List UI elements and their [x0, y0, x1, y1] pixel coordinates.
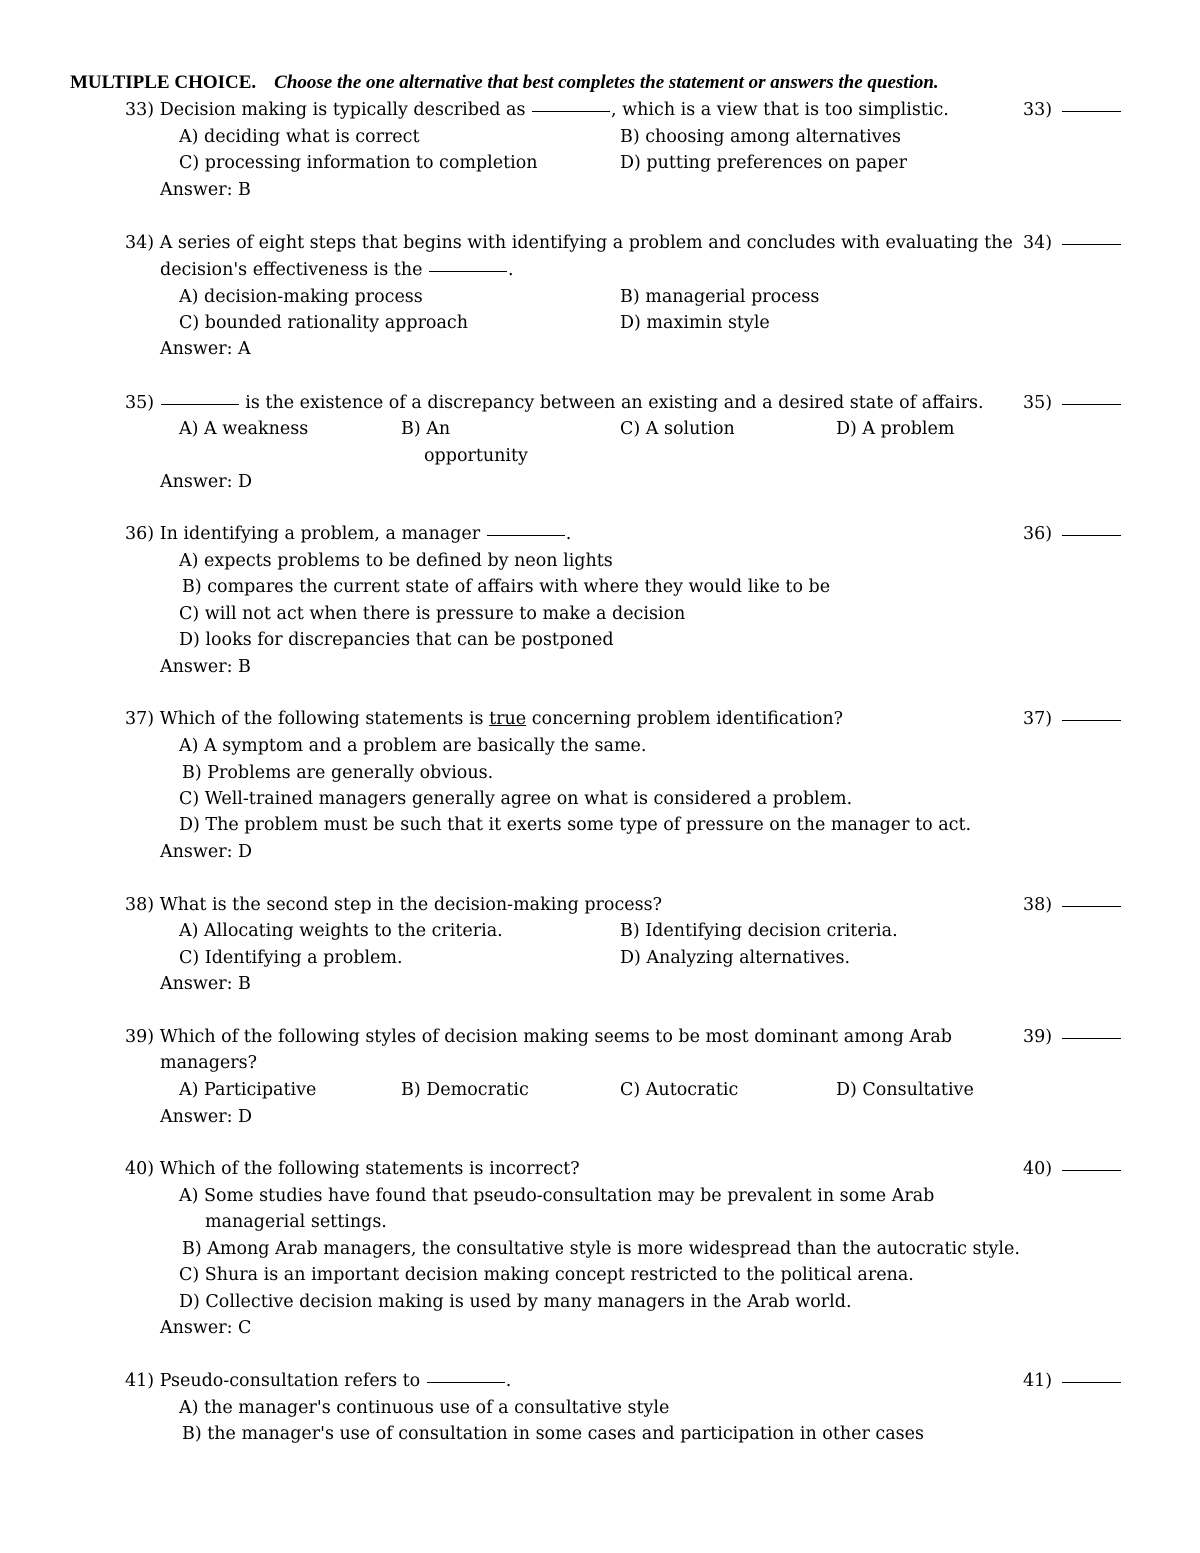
- question-stem: 37) Which of the following statements is true concerning problem identification?: [125, 709, 843, 729]
- option-b: B) An: [401, 419, 451, 439]
- answer-slot: 36): [1023, 522, 1121, 546]
- option-c: C) Shura is an important decision making concept restricted to the political arena.: [179, 1265, 914, 1285]
- option-b: B) Problems are generally obvious.: [182, 763, 494, 783]
- answer-blank: [1062, 404, 1121, 405]
- option-a: A) A weakness: [179, 419, 309, 439]
- fill-blank: [427, 1382, 505, 1383]
- option-a: A) A symptom and a problem are basically the same.: [179, 736, 647, 756]
- option-d: D) maximin style: [620, 313, 770, 333]
- option-c: C) will not act when there is pressure to make a decision: [179, 604, 686, 624]
- answer-blank: [1062, 1038, 1121, 1039]
- answer-blank: [1062, 535, 1121, 536]
- question-stem: 35) is the existence of a discrepancy between an existing and a desired state of affairs.: [125, 393, 984, 413]
- answer-slot: 41): [1023, 1369, 1121, 1393]
- option-d: D) The problem must be such that it exerts some type of pressure on the manager to act.: [179, 815, 972, 835]
- option-b: B) choosing among alternatives: [620, 127, 901, 147]
- answer-key: Answer: B: [160, 974, 251, 994]
- question-stem-cont: decision's effectiveness is the .: [160, 260, 514, 280]
- section-instruction: Choose the one alternative that best completes the statement or answers the question.: [274, 72, 939, 93]
- answer-blank: [1062, 906, 1121, 907]
- fill-blank: [487, 535, 565, 536]
- option-c: C) processing information to completion: [179, 153, 538, 173]
- answer-blank: [1062, 1170, 1121, 1171]
- question-stem: 34) A series of eight steps that begins with identifying a problem and concludes with evaluating the: [125, 233, 1013, 253]
- answer-key: Answer: D: [160, 1107, 253, 1127]
- fill-blank: [161, 404, 239, 405]
- option-d: D) Collective decision making is used by many managers in the Arab world.: [179, 1292, 852, 1312]
- option-c: C) A solution: [620, 419, 735, 439]
- option-c: C) Autocratic: [620, 1080, 739, 1100]
- question-stem: 33) Decision making is typically described as , which is a view that is too simplistic.: [125, 100, 949, 120]
- option-c: C) bounded rationality approach: [179, 313, 468, 333]
- option-d: D) Consultative: [836, 1080, 974, 1100]
- answer-slot: 34): [1023, 231, 1121, 255]
- fill-blank: [429, 271, 507, 272]
- answer-slot: 35): [1023, 391, 1121, 415]
- option-a: A) Allocating weights to the criteria.: [179, 921, 503, 941]
- option-b-cont: opportunity: [424, 446, 528, 466]
- answer-blank: [1062, 1382, 1121, 1383]
- option-a: A) the manager's continuous use of a consultative style: [179, 1398, 670, 1418]
- fill-blank: [532, 111, 610, 112]
- option-b: B) compares the current state of affairs with where they would like to be: [182, 577, 831, 597]
- question-stem: 40) Which of the following statements is incorrect?: [125, 1159, 580, 1179]
- question-stem: 36) In identifying a problem, a manager .: [125, 524, 572, 544]
- option-c: C) Identifying a problem.: [179, 948, 403, 968]
- answer-blank: [1062, 244, 1121, 245]
- option-b: B) managerial process: [620, 287, 820, 307]
- option-b: B) Identifying decision criteria.: [620, 921, 898, 941]
- section-header: [70, 72, 939, 94]
- option-a: A) decision-making process: [179, 287, 423, 307]
- question-stem: 39) Which of the following styles of decision making seems to be most dominant among Arab: [125, 1027, 952, 1047]
- answer-key: Answer: B: [160, 657, 251, 677]
- answer-key: Answer: A: [160, 339, 251, 359]
- answer-slot: 37): [1023, 707, 1121, 731]
- option-b: B) the manager's use of consultation in some cases and participation in other cases: [182, 1424, 924, 1444]
- option-a-cont: managerial settings.: [205, 1212, 387, 1232]
- answer-blank: [1062, 111, 1121, 112]
- answer-slot: 33): [1023, 98, 1121, 122]
- answer-slot: 39): [1023, 1025, 1121, 1049]
- question-stem: 41) Pseudo-consultation refers to .: [125, 1371, 512, 1391]
- option-a: A) deciding what is correct: [179, 127, 420, 147]
- answer-blank: [1062, 720, 1121, 721]
- option-a: A) Some studies have found that pseudo-consultation may be prevalent in some Arab: [179, 1186, 935, 1206]
- option-d: D) A problem: [836, 419, 955, 439]
- option-d: D) Analyzing alternatives.: [620, 948, 851, 968]
- question-stem-cont: managers?: [160, 1053, 258, 1073]
- answer-key: Answer: C: [160, 1318, 252, 1338]
- option-b: B) Among Arab managers, the consultative style is more widespread than the autocratic style.: [182, 1239, 1020, 1259]
- answer-slot: 40): [1023, 1157, 1121, 1181]
- answer-key: Answer: D: [160, 472, 253, 492]
- answer-slot: 38): [1023, 893, 1121, 917]
- option-b: B) Democratic: [401, 1080, 529, 1100]
- question-stem: 38) What is the second step in the decision-making process?: [125, 895, 662, 915]
- option-d: D) putting preferences on paper: [620, 153, 907, 173]
- option-c: C) Well-trained managers generally agree on what is considered a problem.: [179, 789, 853, 809]
- section-title: MULTIPLE CHOICE.: [70, 72, 257, 93]
- answer-key: Answer: D: [160, 842, 253, 862]
- emphasis-true: true: [489, 709, 527, 729]
- answer-key: Answer: B: [160, 180, 251, 200]
- option-d: D) looks for discrepancies that can be postponed: [179, 630, 614, 650]
- option-a: A) Participative: [179, 1080, 317, 1100]
- option-a: A) expects problems to be defined by neon lights: [179, 551, 613, 571]
